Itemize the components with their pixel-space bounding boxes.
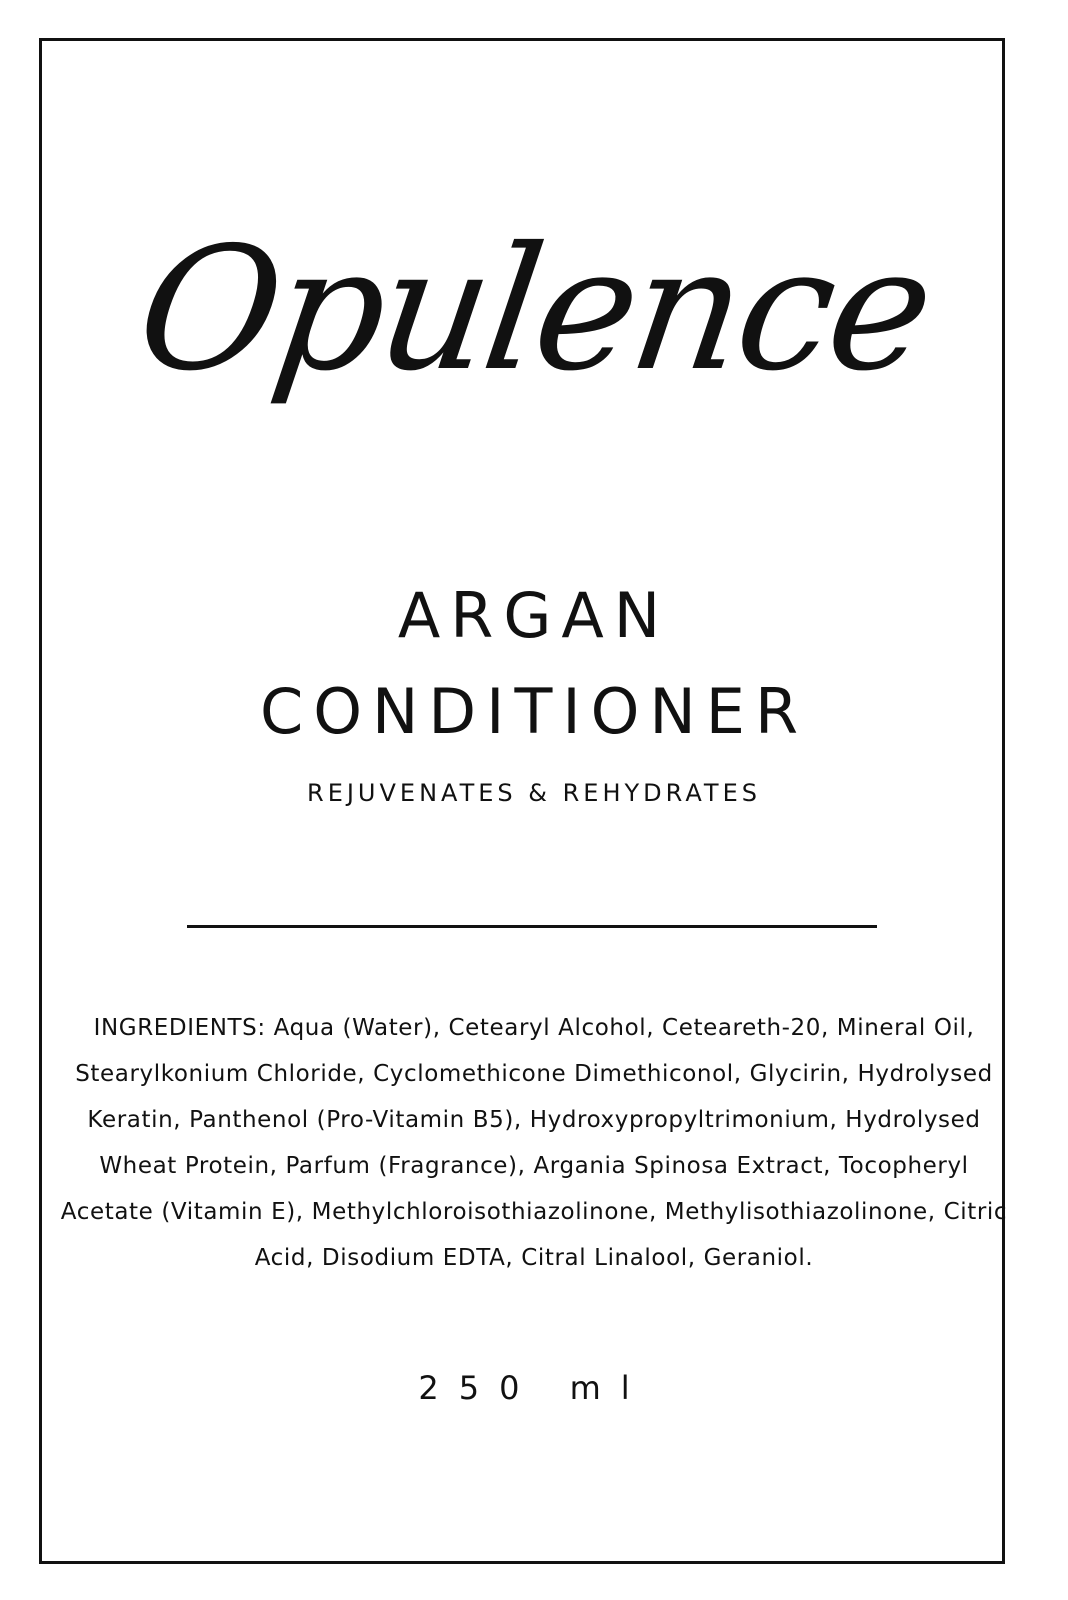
brand-logo: Opulence xyxy=(127,211,941,409)
product-name-line2: CONDITIONER xyxy=(259,675,809,748)
divider-line xyxy=(187,925,877,928)
volume-label: 250 ml xyxy=(418,1369,650,1407)
product-name-line1: ARGAN xyxy=(397,579,671,652)
product-tagline: REJUVENATES & REHYDRATES xyxy=(307,779,761,807)
ingredients-text: INGREDIENTS: Aqua (Water), Cetearyl Alcohol, Ceteareth-20, Mineral Oil, Stearylkonium Chloride, Cyclomethicone Dimethiconol, Glycirin, Hydrolysed Keratin, Panthenol (Pro-Vitamin B5), Hydroxypropyltrimonium, Hydrolysed Wheat Protein, Parfum (Fragrance), Argania Spinosa Extract, Tocopheryl Acetate (Vitamin E), Methylchloroisothiazolinone, Methylisothiazolinone, Citric Acid, Disodium EDTA, Citral Linalool, Geraniol. xyxy=(60,1015,1008,1271)
